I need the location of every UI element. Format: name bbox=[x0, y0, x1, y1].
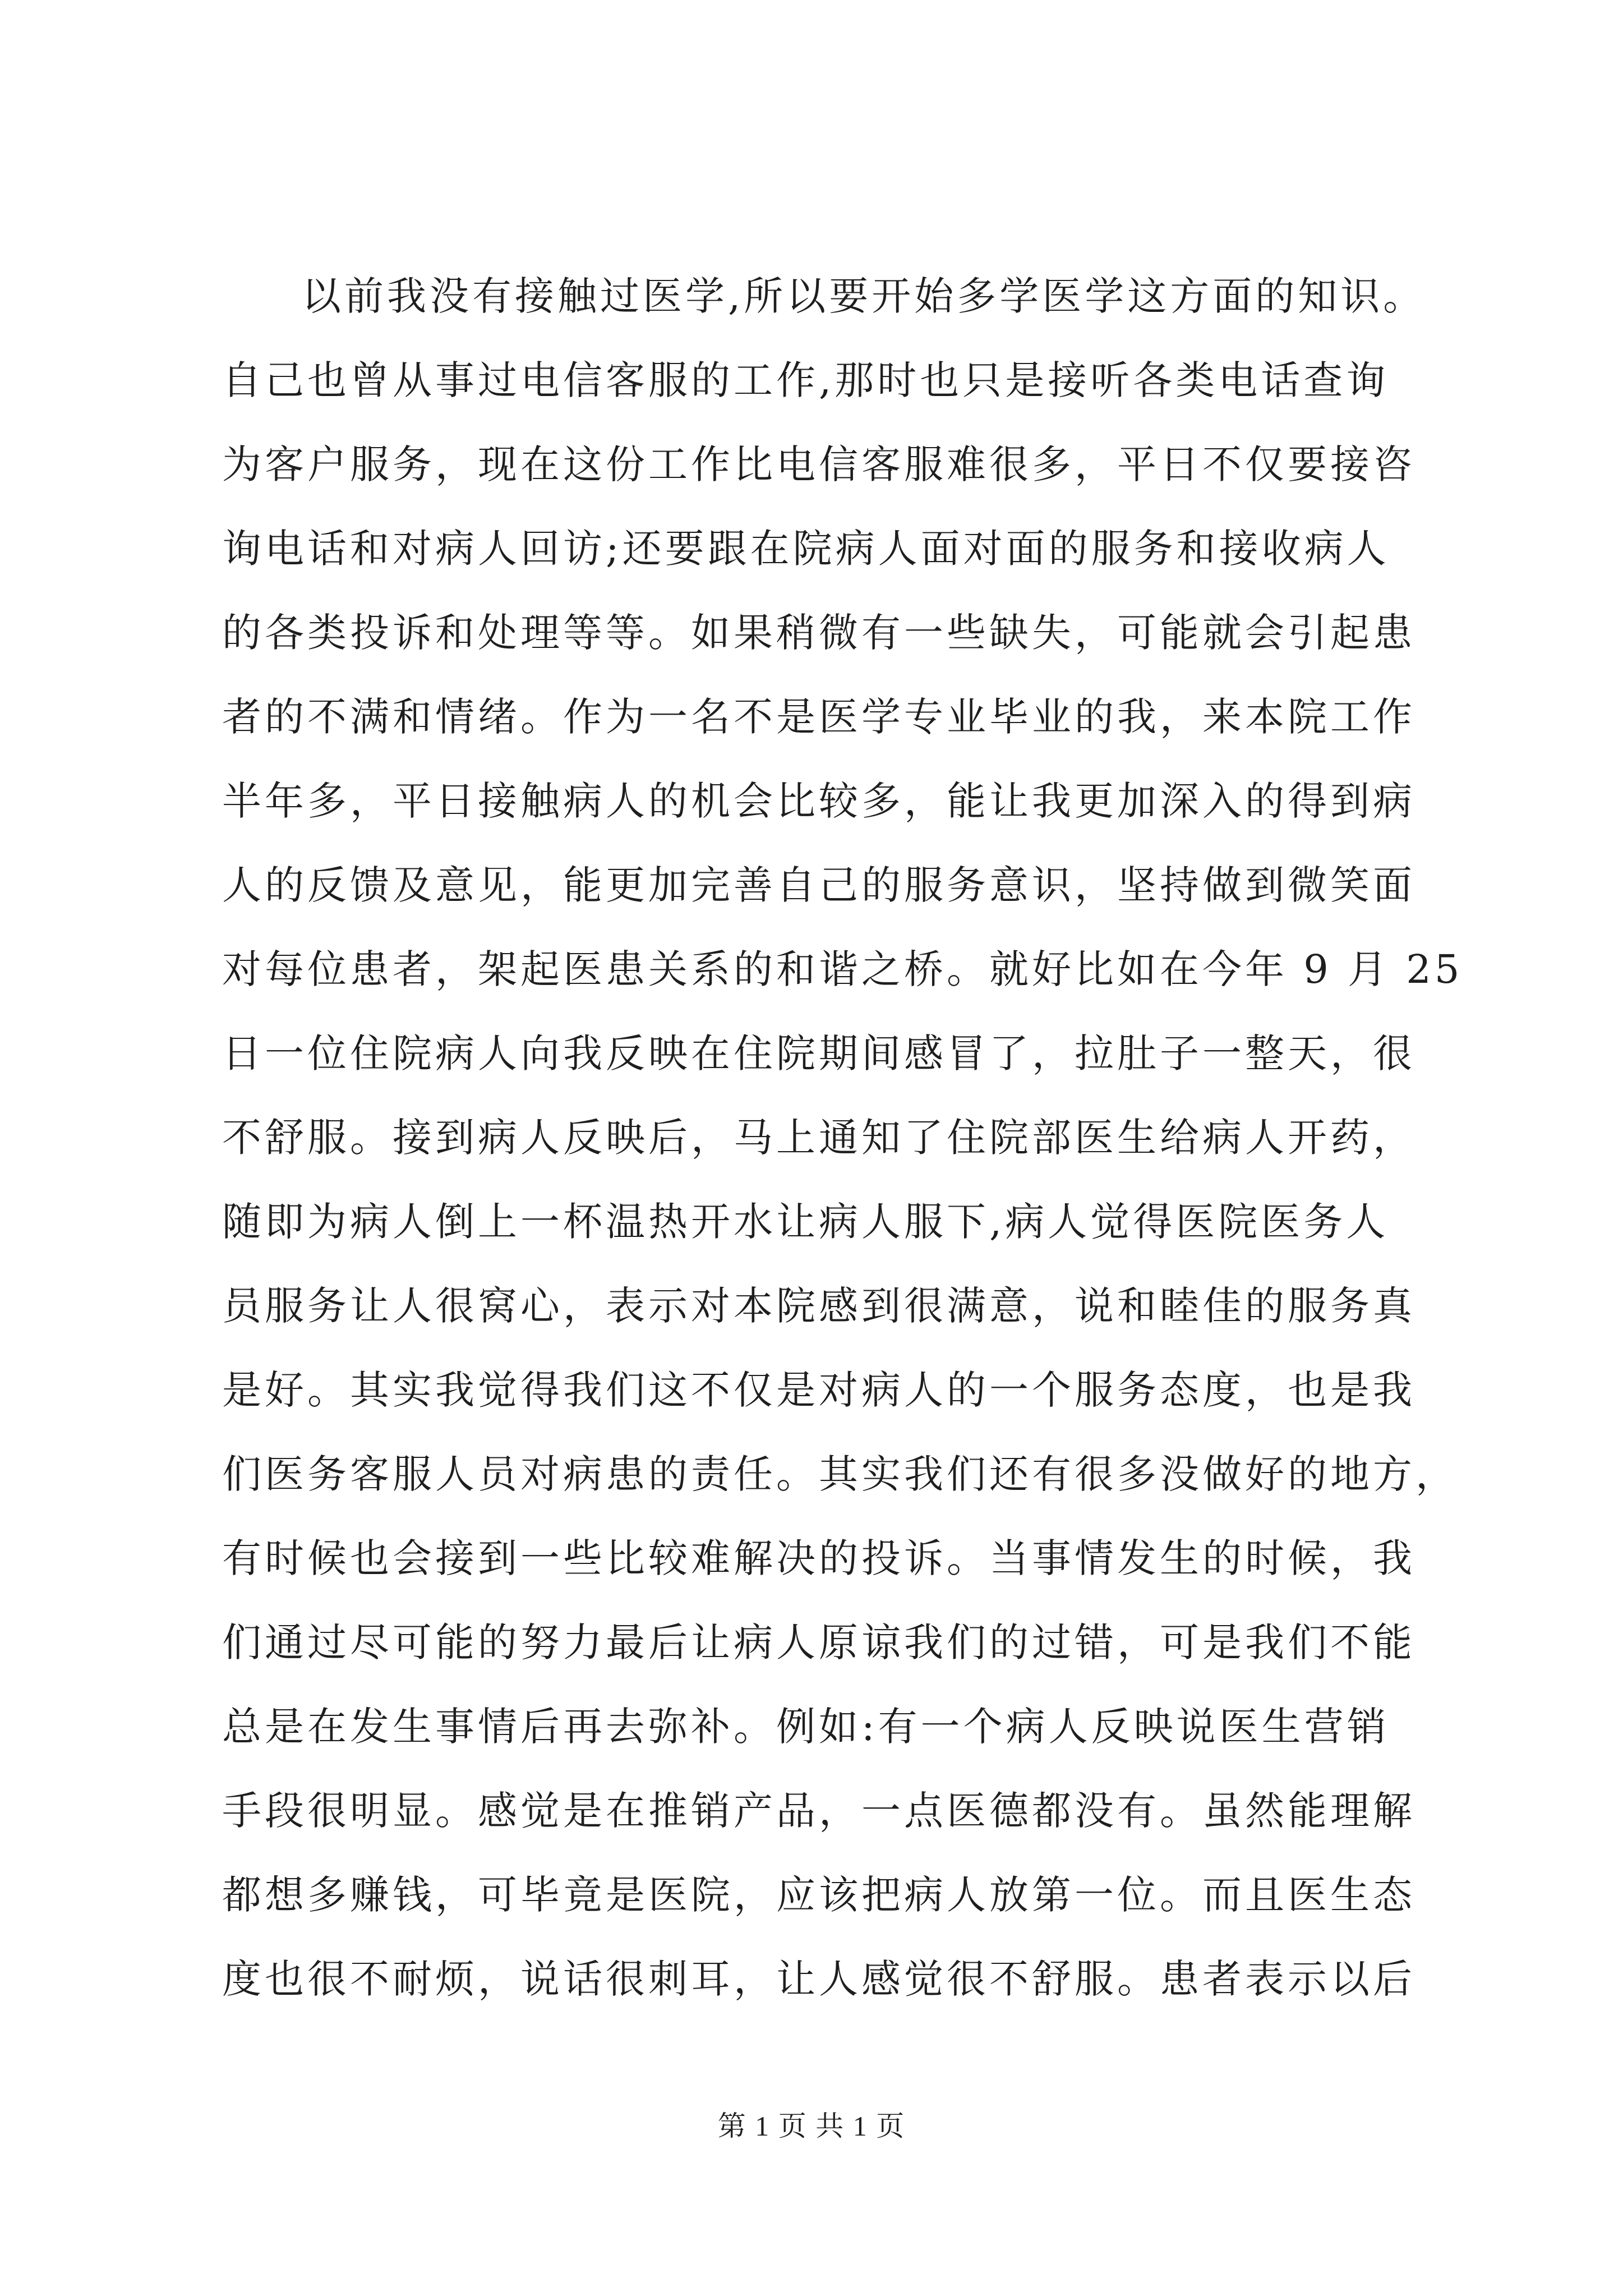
text-line-8: 人的反馈及意见，能更加完善自己的服务意识，坚持做到微笑面 bbox=[222, 862, 1415, 908]
text-line-2: 自己也曾从事过电信客服的工作,那时也只是接听各类电话查询 bbox=[222, 357, 1389, 403]
text-line-17: 们通过尽可能的努力最后让病人原谅我们的过错，可是我们不能 bbox=[222, 1619, 1415, 1665]
text-line-7: 半年多，平日接触病人的机会比较多，能让我更加深入的得到病 bbox=[222, 778, 1415, 824]
text-line-19: 手段很明显。感觉是在推销产品，一点医德都没有。虽然能理解 bbox=[222, 1788, 1415, 1834]
text-line-14: 是好。其实我觉得我们这不仅是对病人的一个服务态度，也是我 bbox=[222, 1367, 1415, 1413]
page-footer bbox=[0, 2108, 1623, 2144]
text-line-3: 为客户服务，现在这份工作比电信客服难很多，平日不仅要接咨 bbox=[222, 441, 1415, 487]
text-line-21: 度也很不耐烦，说话很刺耳，让人感觉很不舒服。患者表示以后 bbox=[222, 1956, 1415, 2002]
text-line-11: 不舒服。接到病人反映后，马上通知了住院部医生给病人开药， bbox=[222, 1115, 1415, 1161]
page-number-label: 第 1 页 共 1 页 bbox=[717, 2110, 906, 2142]
text-line-15: 们医务客服人员对病患的责任。其实我们还有很多没做好的地方， bbox=[222, 1451, 1458, 1497]
text-line-16: 有时候也会接到一些比较难解决的投诉。当事情发生的时候，我 bbox=[222, 1535, 1415, 1581]
text-line-6: 者的不满和情绪。作为一名不是医学专业毕业的我，来本院工作 bbox=[222, 694, 1415, 740]
text-line-12: 随即为病人倒上一杯温热开水让病人服下,病人觉得医院医务人 bbox=[222, 1199, 1389, 1245]
text-line-10: 日一位住院病人向我反映在住院期间感冒了，拉肚子一整天，很 bbox=[222, 1030, 1415, 1076]
text-line-13: 员服务让人很窝心，表示对本院感到很满意，说和睦佳的服务真 bbox=[222, 1283, 1415, 1329]
text-line-1: 以前我没有接触过医学,所以要开始多学医学这方面的知识。 bbox=[302, 273, 1426, 319]
text-line-4: 询电话和对病人回访;还要跟在院病人面对面的服务和接收病人 bbox=[222, 526, 1390, 572]
text-line-20: 都想多赚钱，可毕竟是医院，应该把病人放第一位。而且医生态 bbox=[222, 1872, 1415, 1918]
text-line-9: 对每位患者，架起医患关系的和谐之桥。就好比如在今年 9 月 25 bbox=[222, 946, 1463, 992]
text-line-18: 总是在发生事情后再去弥补。例如:有一个病人反映说医生营销 bbox=[222, 1704, 1390, 1750]
text-line-5: 的各类投诉和处理等等。如果稍微有一些缺失，可能就会引起患 bbox=[222, 610, 1415, 656]
